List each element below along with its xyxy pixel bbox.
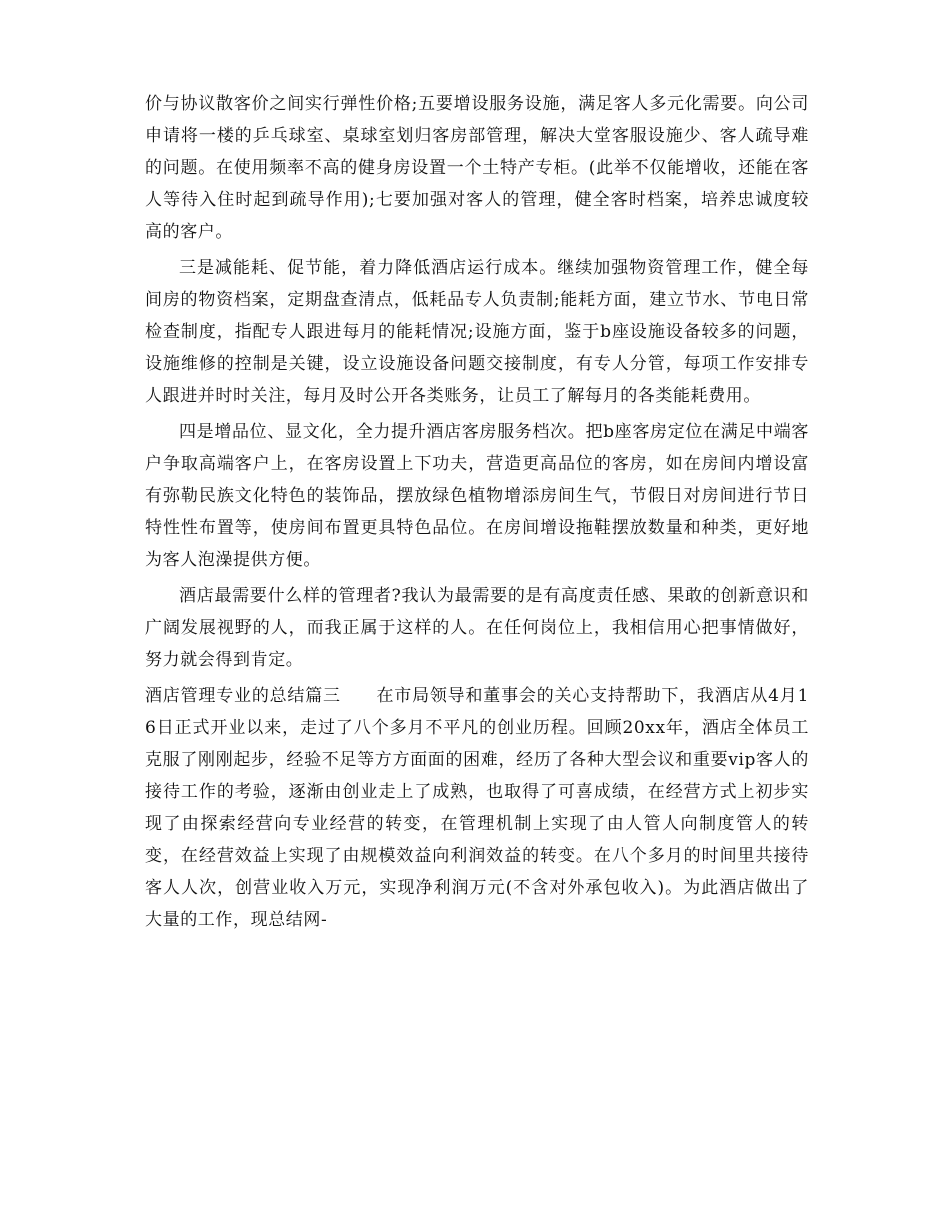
paragraph-continuation: 价与协议散客价之间实行弹性价格;五要增设服务设施，满足客人多元化需要。向公司申请将一楼的乒乓球室、桌球室划归客房部管理，解决大堂客服设施少、客人疏导难的问题。在使用频率不高的健身房设置一个土特产专柜。(此举不仅能增收，还能在客人等待入住时起到疏导作用);七要加强对客人的管理，健全客时档案，培养忠诚度较高的客户。 [145,94,809,242]
paragraph-energy-saving: 三是减能耗、促节能，着力降低酒店运行成本。继续加强物资管理工作，健全每间房的物资档案，定期盘查清点，低耗品专人负责制;能耗方面，建立节水、节电日常检查制度，指配专人跟进每月的能耗情况;设施方面，鉴于b座设施设备较多的问题，设施维修的控制是关键，设立设施设备问题交接制度，有专人分管，每项工作安排专人跟进并时时关注，每月及时公开各类账务，让员工了解每月的各类能耗费用。 [145,258,809,406]
document-body [145,88,809,940]
paragraph-room-quality: 四是增品位、显文化，全力提升酒店客房服务档次。把b座客房定位在满足中端客户争取高端客户上，在客房设置上下功夫，营造更高品位的客房，如在房间内增设富有弥勒民族文化特色的装饰品，摆放绿色植物增添房间生气，节假日对房间进行节日特性性布置等，使房间布置更具特色品位。在房间增设拖鞋摆放数量和种类，更好地为客人泡澡提供方便。 [145,422,809,570]
paragraph-summary-part-three: 酒店管理专业的总结篇三 在市局领导和董事会的关心支持帮助下，我酒店从4月16日正式开业以来，走过了八个多月不平凡的创业历程。回顾20xx年，酒店全体员工克服了刚刚起步，经验不足等方方面面的困难，经历了各种大型会议和重要vip客人的接待工作的考验，逐渐由创业走上了成熟，也取得了可喜成绩，在经营方式上初步实现了由探索经营向专业经营的转变，在管理机制上实现了由人管人向制度管人的转变，在经营效益上实现了由规模效益向利润效益的转变。在八个多月的时间里共接待客人人次，创营业收入万元，实现净利润万元(不含对外承包收入)。为此酒店做出了大量的工作，现总结网- [145,686,809,930]
paragraph-manager-qualities: 酒店最需要什么样的管理者?我认为最需要的是有高度责任感、果敢的创新意识和广阔发展视野的人，而我正属于这样的人。在任何岗位上，我相信用心把事情做好，努力就会得到肯定。 [145,586,809,670]
